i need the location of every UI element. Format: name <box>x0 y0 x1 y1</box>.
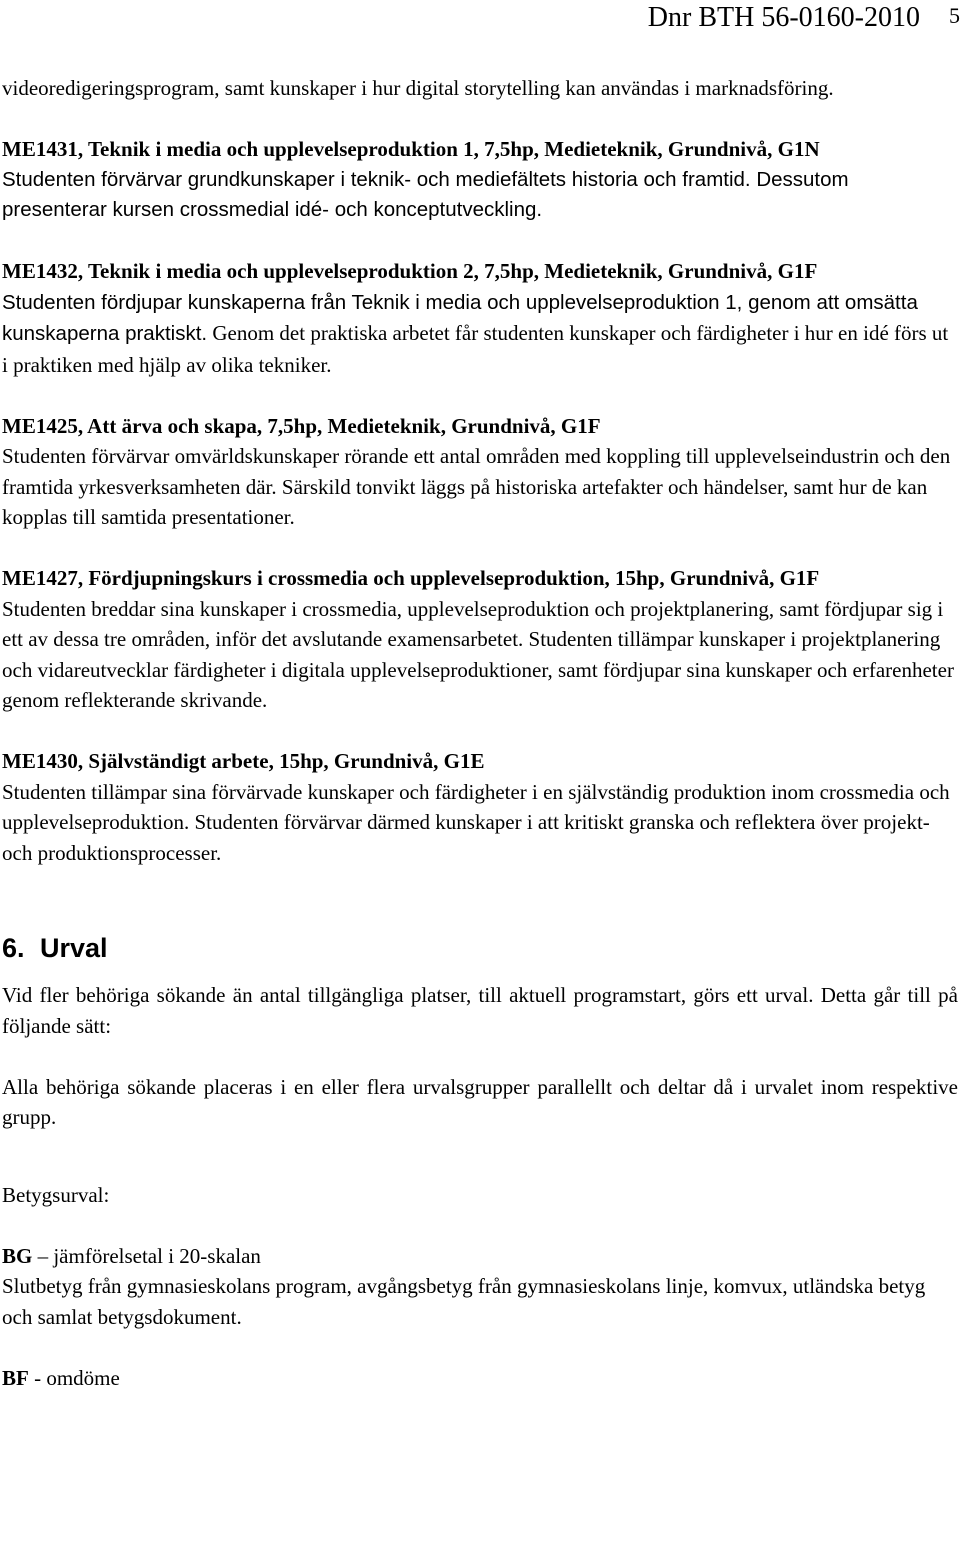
page-header <box>0 0 960 36</box>
course-description-part-a: Studenten fördjupar kunskaperna från Teknik i media och upplevelseproduktion 1, genom att omsätta kunskaperna praktiskt. <box>2 290 918 345</box>
bf-description: - omdöme <box>28 1365 120 1390</box>
bg-text: Slutbetyg från gymnasieskolans program, avgångsbetyg från gymnasieskolans linje, komvux, utländska betyg och samlat betygsdokument. <box>2 1274 926 1329</box>
betygsurval-label: Betygsurval: <box>2 1182 110 1207</box>
course-description: Studenten förvärvar grundkunskaper i teknik- och mediefältets historia och framtid. Dessutom presenterar kursen crossmedial idé- och konceptutveckling. <box>2 167 849 221</box>
bf-code: BF <box>2 1365 29 1390</box>
bg-code: BG <box>2 1243 33 1268</box>
course-description: Studenten förvärvar omvärldskunskaper rörande ett antal områden med koppling till upplevelseindustrin och den framtida yrkesverksamheten där. Särskild tonvikt läggs på historiska artefakter och händelser, samt hur de kan kopplas till samtida presentationer. <box>2 444 951 529</box>
document-number: Dnr BTH 56-0160-2010 <box>647 2 920 33</box>
course-description: Studenten tillämpar sina förvärvade kunskaper och färdigheter i en självständig produktion inom crossmedia och upplevelseproduktion. Studenten förvärvar därmed kunskaper i att kritiskt granska och reflektera över projekt- och produktionsprocesser. <box>2 779 950 865</box>
page-number: 5 <box>949 3 960 28</box>
course-description-part-b: Genom det praktiska arbetet får studenten kunskaper och färdigheter i hur en idé förs ut i praktiken med hjälp av olika tekniker. <box>2 321 949 377</box>
section-heading <box>2 928 958 968</box>
urval-paragraph-2: Alla behöriga sökande placeras i en eller flera urvalsgrupper parallellt och deltar då i urvalet inom respektive grupp. <box>2 1074 958 1129</box>
bf-line <box>2 1363 958 1394</box>
course-me1425 <box>2 411 958 533</box>
course-title: ME1432, Teknik i media och upplevelseproduktion 2, 7,5hp, Medieteknik, Grundnivå, G1F <box>2 259 818 283</box>
course-title: ME1430, Självständigt arbete, 15hp, Grundnivå, G1E <box>2 749 485 773</box>
course-title: ME1427, Fördjupningskurs i crossmedia och upplevelseproduktion, 15hp, Grundnivå, G1F <box>2 566 820 590</box>
course-me1427 <box>2 563 958 716</box>
urval-paragraph-1: Vid fler behöriga sökande än antal tillgängliga platser, till aktuell programstart, görs ett urval. Detta går till på följande sätt: <box>2 983 958 1038</box>
course-me1431 <box>2 134 958 226</box>
document-body <box>2 73 958 1393</box>
bg-line <box>2 1241 958 1272</box>
course-me1432 <box>2 256 958 380</box>
course-me1430 <box>2 746 958 868</box>
section-number: 6. <box>2 933 25 963</box>
course-description <box>2 287 958 381</box>
course-description: Studenten breddar sina kunskaper i crossmedia, upplevelseproduktion och projektplanering, samt fördjupar sig i ett av dessa tre områden, inför det avslutande examensarbetet. Studenten tillämpar kunskaper i projektplanering och vidareutvecklar färdigheter i digitala upplevelseproduktioner, samt fördjupar sina kunskaper och erfarenheter genom reflekterande skrivande. <box>2 596 954 712</box>
section-title: Urval <box>40 933 108 963</box>
intro-paragraph: videoredigeringsprogram, samt kunskaper i hur digital storytelling kan användas i marknadsföring. <box>2 76 834 100</box>
course-title: ME1425, Att ärva och skapa, 7,5hp, Medieteknik, Grundnivå, G1F <box>2 413 601 438</box>
course-title: ME1431, Teknik i media och upplevelseproduktion 1, 7,5hp, Medieteknik, Grundnivå, G1N <box>2 137 820 161</box>
bg-description: – jämförelsetal i 20-skalan <box>32 1243 261 1268</box>
